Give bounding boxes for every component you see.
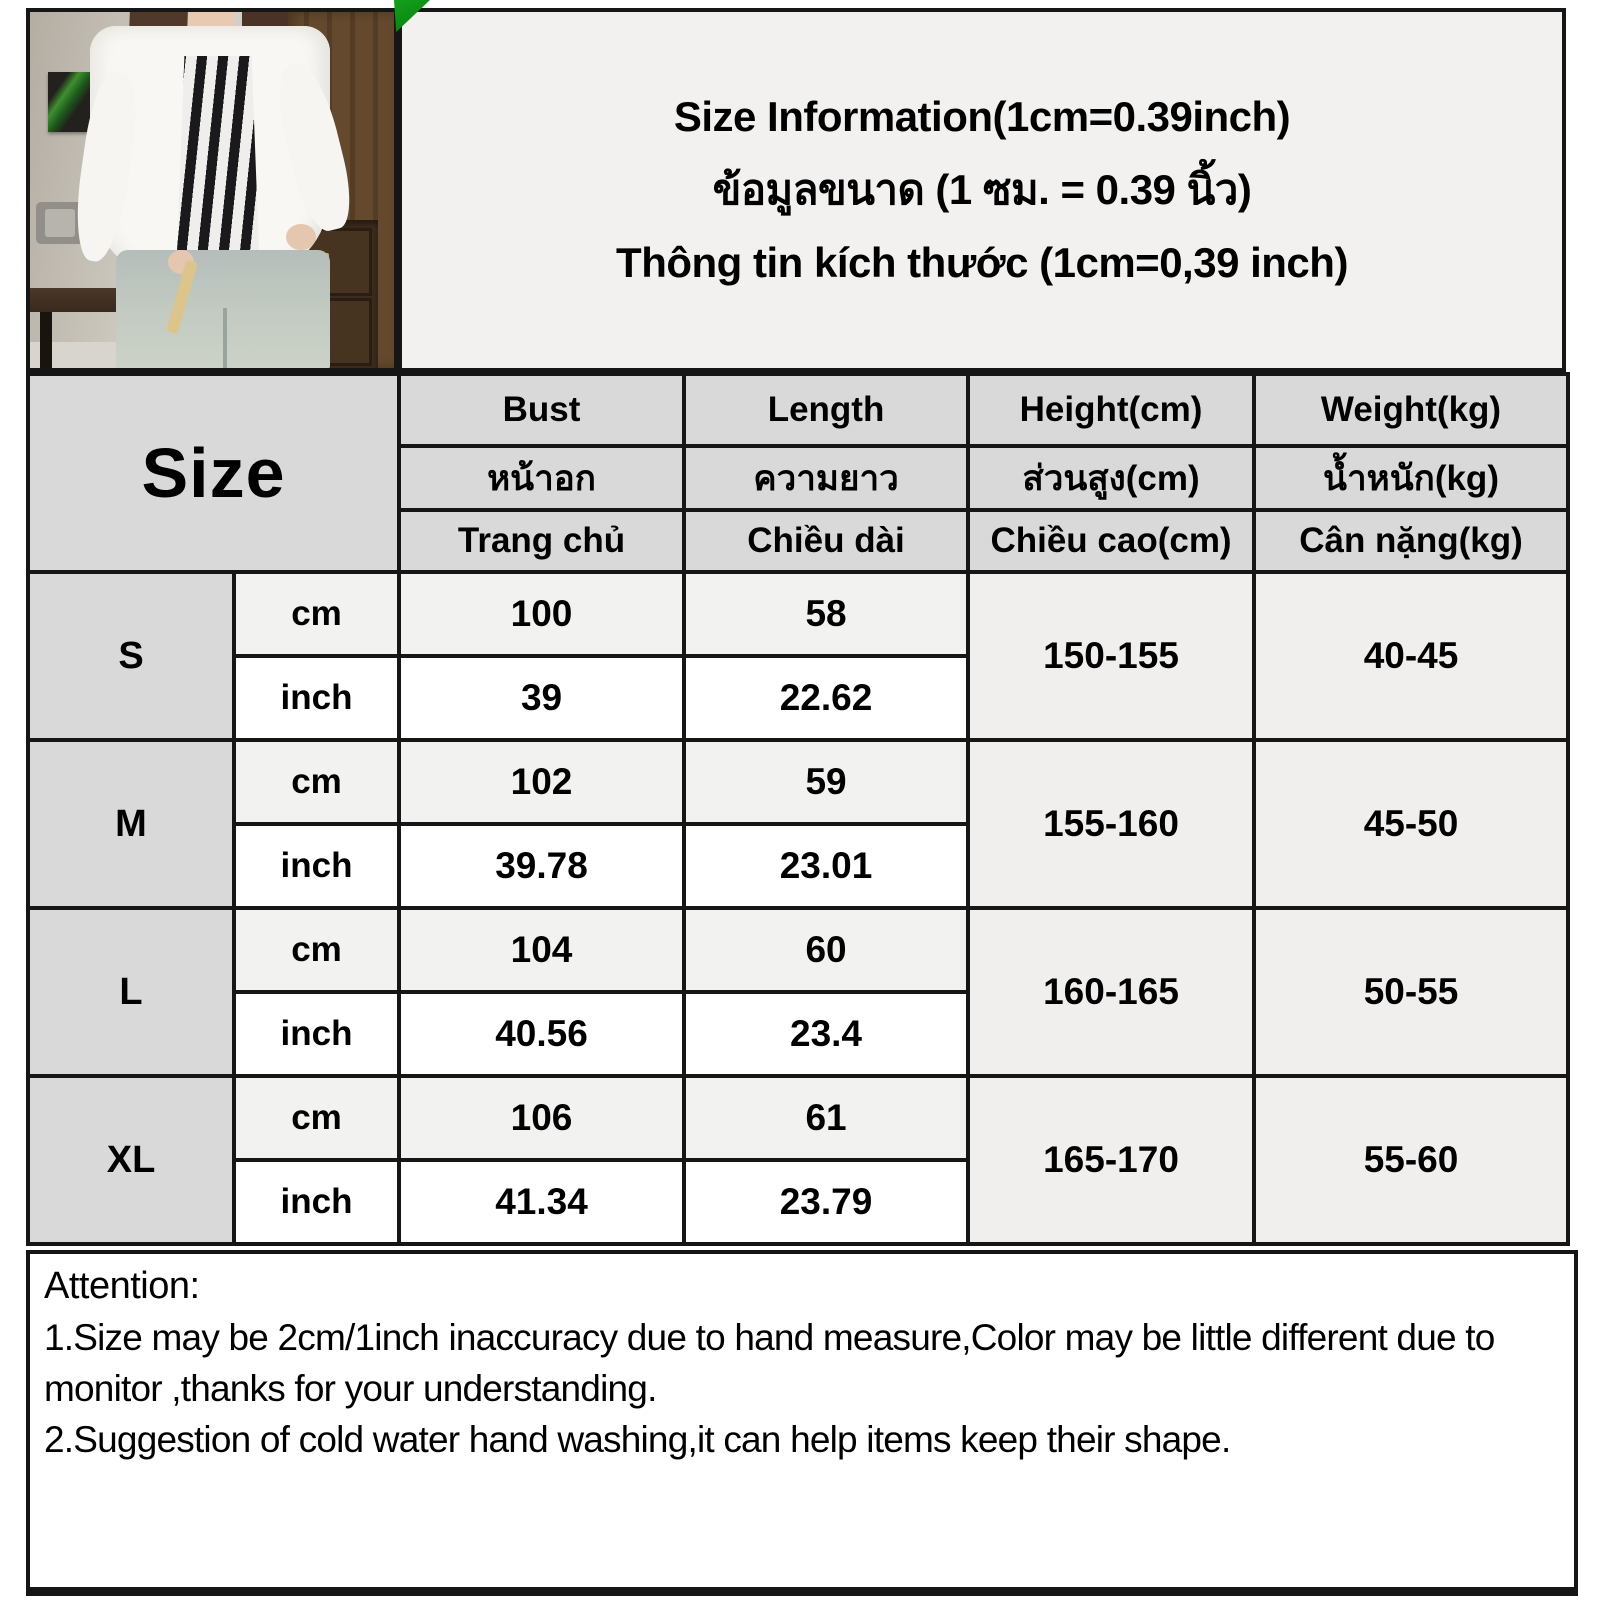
size-label-m: M [28, 740, 234, 908]
title-english: Size Information(1cm=0.39inch) [673, 93, 1291, 140]
l-height: 160-165 [968, 908, 1254, 1076]
col-header-height-vi: Chiều cao(cm) [968, 510, 1254, 572]
l-weight: 50-55 [1254, 908, 1568, 1076]
m-bust-inch: 39.78 [399, 824, 684, 908]
xl-length-inch: 23.79 [684, 1160, 968, 1244]
title-thai: ข้อมูลขนาด (1 ซม. = 0.39 นิ้ว) [712, 166, 1252, 213]
size-corner-header: Size [28, 374, 399, 572]
title-vietnamese: Thông tin kích thước (1cm=0,39 inch) [616, 239, 1348, 286]
light-switch-plate [45, 209, 75, 237]
col-header-length-en: Length [684, 374, 968, 446]
size-label-s: S [28, 572, 234, 740]
col-header-bust-vi: Trang chủ [399, 510, 684, 572]
l-length-cm: 60 [684, 908, 968, 992]
s-weight: 40-45 [1254, 572, 1568, 740]
col-header-weight-en: Weight(kg) [1254, 374, 1568, 446]
unit-cm: cm [234, 740, 399, 824]
m-length-inch: 23.01 [684, 824, 968, 908]
s-height: 150-155 [968, 572, 1254, 740]
wide-leg-jeans [116, 250, 330, 370]
picture-artwork [48, 72, 90, 132]
xl-length-cm: 61 [684, 1076, 968, 1160]
s-bust-cm: 100 [399, 572, 684, 656]
xl-height: 165-170 [968, 1076, 1254, 1244]
table-row [28, 740, 1568, 824]
col-header-weight-vi: Cân nặng(kg) [1254, 510, 1568, 572]
col-header-length-vi: Chiều dài [684, 510, 968, 572]
jeans-seam [223, 308, 227, 370]
unit-inch: inch [234, 992, 399, 1076]
m-weight: 45-50 [1254, 740, 1568, 908]
unit-cm: cm [234, 908, 399, 992]
unit-inch: inch [234, 824, 399, 908]
col-header-height-th: ส่วนสูง(cm) [968, 446, 1254, 510]
striped-camisole [176, 56, 260, 278]
col-header-bust-en: Bust [399, 374, 684, 446]
size-label-l: L [28, 908, 234, 1076]
col-header-length-th: ความยาว [684, 446, 968, 510]
table-row [28, 572, 1568, 656]
l-bust-inch: 40.56 [399, 992, 684, 1076]
wall-picture [48, 72, 90, 132]
l-length-inch: 23.4 [684, 992, 968, 1076]
attention-note-1: 1.Size may be 2cm/1inch inaccuracy due to hand measure,Color may be little different due to monitor ,thanks for your understanding. [44, 1317, 1495, 1409]
m-bust-cm: 102 [399, 740, 684, 824]
model-hand [286, 224, 316, 250]
table-row [28, 1076, 1568, 1160]
col-header-bust-th: หน้าอก [399, 446, 684, 510]
unit-cm: cm [234, 1076, 399, 1160]
photo-scene [30, 12, 394, 368]
attention-heading: Attention: [44, 1265, 200, 1307]
unit-inch: inch [234, 1160, 399, 1244]
s-bust-inch: 39 [399, 656, 684, 740]
desk-leg [40, 312, 52, 368]
unit-inch: inch [234, 656, 399, 740]
xl-bust-inch: 41.34 [399, 1160, 684, 1244]
col-header-height-en: Height(cm) [968, 374, 1254, 446]
xl-weight: 55-60 [1254, 1076, 1568, 1244]
l-bust-cm: 104 [399, 908, 684, 992]
product-photo [26, 8, 398, 372]
s-length-inch: 22.62 [684, 656, 968, 740]
attention-notes [26, 1250, 1578, 1596]
col-header-weight-th: น้ำหนัก(kg) [1254, 446, 1568, 510]
unit-cm: cm [234, 572, 399, 656]
attention-note-2: 2.Suggestion of cold water hand washing,it can help items keep their shape. [44, 1419, 1231, 1460]
table-row [28, 908, 1568, 992]
m-length-cm: 59 [684, 740, 968, 824]
s-length-cm: 58 [684, 572, 968, 656]
size-label-xl: XL [28, 1076, 234, 1244]
size-table [26, 372, 1570, 1246]
xl-bust-cm: 106 [399, 1076, 684, 1160]
size-info-header [398, 8, 1566, 372]
m-height: 155-160 [968, 740, 1254, 908]
